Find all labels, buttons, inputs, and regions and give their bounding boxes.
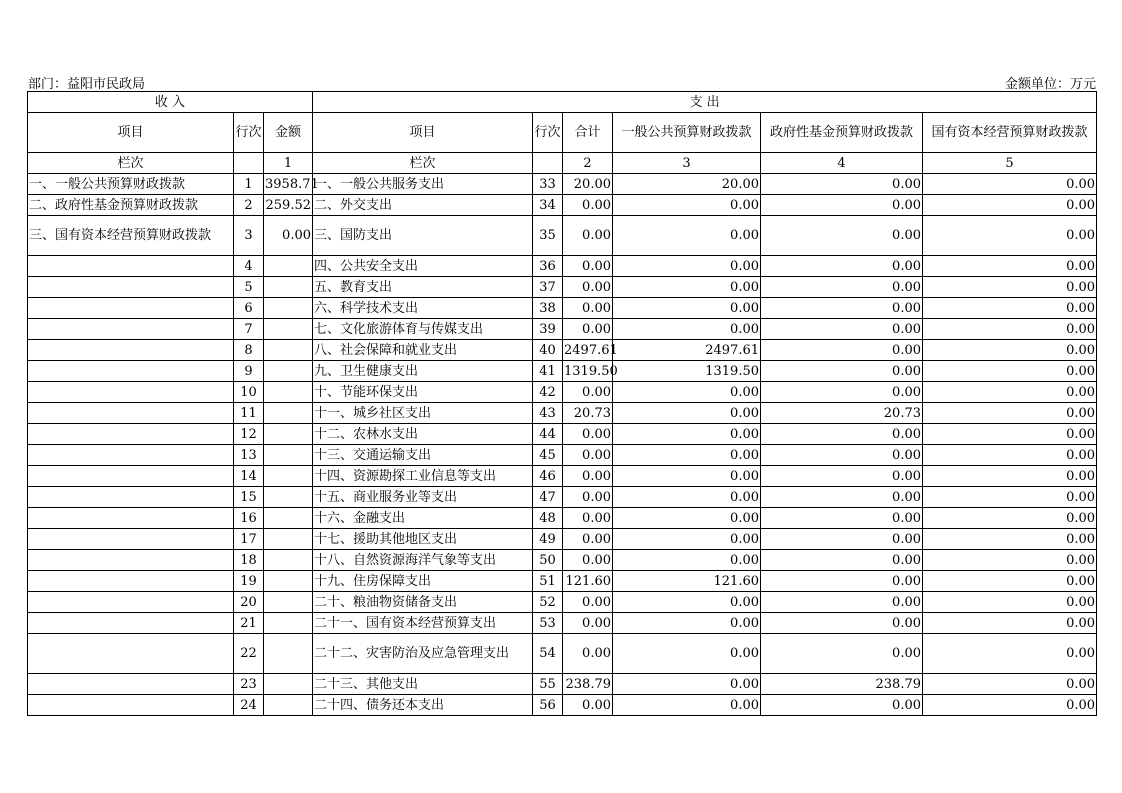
expense-row-no: 56 <box>533 695 563 716</box>
income-item <box>28 550 234 571</box>
fund-budget-amount: 0.00 <box>761 424 923 445</box>
header-income-amount: 金额 <box>264 113 313 153</box>
income-item <box>28 466 234 487</box>
general-budget-amount: 0.00 <box>613 695 761 716</box>
total-amount: 0.00 <box>563 592 613 613</box>
total-amount: 0.00 <box>563 319 613 340</box>
expense-item: 十四、资源勘探工业信息等支出 <box>313 466 533 487</box>
fund-budget-amount: 0.00 <box>761 361 923 382</box>
income-amount <box>264 508 313 529</box>
total-amount: 0.00 <box>563 445 613 466</box>
general-budget-amount: 0.00 <box>613 634 761 674</box>
header-soe-budget: 国有资本经营预算财政拨款 <box>923 113 1097 153</box>
income-row-no: 12 <box>234 424 264 445</box>
table-row <box>28 256 1097 277</box>
income-item <box>28 634 234 674</box>
expense-item: 六、科学技术支出 <box>313 298 533 319</box>
expense-item: 五、教育支出 <box>313 277 533 298</box>
header-fund-budget: 政府性基金预算财政拨款 <box>761 113 923 153</box>
expense-item: 二十四、债务还本支出 <box>313 695 533 716</box>
group-header-row <box>28 92 1097 113</box>
general-budget-amount: 0.00 <box>613 382 761 403</box>
budget-table <box>27 91 1097 716</box>
expense-item: 二十三、其他支出 <box>313 674 533 695</box>
fund-budget-amount: 0.00 <box>761 695 923 716</box>
expense-item: 二十一、国有资本经营预算支出 <box>313 613 533 634</box>
soe-budget-amount: 0.00 <box>923 361 1097 382</box>
income-item <box>28 613 234 634</box>
total-amount: 0.00 <box>563 487 613 508</box>
total-amount: 0.00 <box>563 634 613 674</box>
index-empty <box>234 153 264 174</box>
income-amount <box>264 571 313 592</box>
fund-budget-amount: 0.00 <box>761 319 923 340</box>
total-amount: 0.00 <box>563 195 613 216</box>
expense-row-no: 37 <box>533 277 563 298</box>
total-amount: 0.00 <box>563 256 613 277</box>
fund-budget-amount: 0.00 <box>761 277 923 298</box>
expense-item: 十九、住房保障支出 <box>313 571 533 592</box>
income-row-no: 19 <box>234 571 264 592</box>
soe-budget-amount: 0.00 <box>923 340 1097 361</box>
total-amount: 0.00 <box>563 695 613 716</box>
income-row-no: 24 <box>234 695 264 716</box>
unit-label: 金额单位：万元 <box>1004 77 1096 92</box>
fund-budget-amount: 238.79 <box>761 674 923 695</box>
soe-budget-amount: 0.00 <box>923 529 1097 550</box>
income-row-no: 22 <box>234 634 264 674</box>
soe-budget-amount: 0.00 <box>923 674 1097 695</box>
expense-row-no: 38 <box>533 298 563 319</box>
general-budget-amount: 0.00 <box>613 256 761 277</box>
table-row <box>28 508 1097 529</box>
expense-row-no: 44 <box>533 424 563 445</box>
fund-budget-amount: 0.00 <box>761 508 923 529</box>
total-amount: 20.73 <box>563 403 613 424</box>
table-row <box>28 174 1097 195</box>
fund-budget-amount: 0.00 <box>761 571 923 592</box>
total-amount: 0.00 <box>563 277 613 298</box>
index-empty-2 <box>533 153 563 174</box>
general-budget-amount: 20.00 <box>613 174 761 195</box>
header-expense-item: 项目 <box>313 113 533 153</box>
income-item <box>28 674 234 695</box>
table-row <box>28 674 1097 695</box>
income-item: 三、国有资本经营预算财政拨款 <box>28 216 234 256</box>
income-amount <box>264 445 313 466</box>
income-amount: 0.00 <box>264 216 313 256</box>
fund-budget-amount: 0.00 <box>761 550 923 571</box>
header-general-budget: 一般公共预算财政拨款 <box>613 113 761 153</box>
table-row <box>28 340 1097 361</box>
column-index-row <box>28 153 1097 174</box>
total-amount: 20.00 <box>563 174 613 195</box>
expense-row-no: 51 <box>533 571 563 592</box>
table-row <box>28 403 1097 424</box>
income-item <box>28 571 234 592</box>
expense-item: 三、国防支出 <box>313 216 533 256</box>
income-row-no: 20 <box>234 592 264 613</box>
total-amount: 0.00 <box>563 424 613 445</box>
expense-item: 十七、援助其他地区支出 <box>313 529 533 550</box>
general-budget-amount: 0.00 <box>613 674 761 695</box>
table-row <box>28 592 1097 613</box>
income-row-no: 10 <box>234 382 264 403</box>
expense-item: 八、社会保障和就业支出 <box>313 340 533 361</box>
soe-budget-amount: 0.00 <box>923 571 1097 592</box>
expense-item: 一、一般公共服务支出 <box>313 174 533 195</box>
income-item <box>28 424 234 445</box>
expense-item: 十、节能环保支出 <box>313 382 533 403</box>
expense-item: 四、公共安全支出 <box>313 256 533 277</box>
index-general: 3 <box>613 153 761 174</box>
soe-budget-amount: 0.00 <box>923 466 1097 487</box>
general-budget-amount: 121.60 <box>613 571 761 592</box>
header-income-row-no: 行次 <box>234 113 264 153</box>
fund-budget-amount: 0.00 <box>761 298 923 319</box>
fund-budget-amount: 0.00 <box>761 487 923 508</box>
table-row <box>28 382 1097 403</box>
header-expense-row-no: 行次 <box>533 113 563 153</box>
income-item <box>28 529 234 550</box>
expense-row-no: 35 <box>533 216 563 256</box>
table-row <box>28 298 1097 319</box>
income-amount: 259.52 <box>264 195 313 216</box>
income-row-no: 9 <box>234 361 264 382</box>
income-amount <box>264 466 313 487</box>
income-amount <box>264 277 313 298</box>
total-amount: 238.79 <box>563 674 613 695</box>
income-item: 一、一般公共预算财政拨款 <box>28 174 234 195</box>
general-budget-amount: 0.00 <box>613 298 761 319</box>
income-amount <box>264 674 313 695</box>
income-item: 二、政府性基金预算财政拨款 <box>28 195 234 216</box>
income-amount <box>264 634 313 674</box>
income-row-no: 17 <box>234 529 264 550</box>
income-row-no: 6 <box>234 298 264 319</box>
income-amount <box>264 695 313 716</box>
total-amount: 0.00 <box>563 298 613 319</box>
table-row <box>28 319 1097 340</box>
income-row-no: 3 <box>234 216 264 256</box>
soe-budget-amount: 0.00 <box>923 174 1097 195</box>
fund-budget-amount: 0.00 <box>761 340 923 361</box>
expense-row-no: 54 <box>533 634 563 674</box>
fund-budget-amount: 0.00 <box>761 613 923 634</box>
fund-budget-amount: 0.00 <box>761 445 923 466</box>
total-amount: 0.00 <box>563 466 613 487</box>
expense-row-no: 53 <box>533 613 563 634</box>
expense-row-no: 36 <box>533 256 563 277</box>
income-amount <box>264 424 313 445</box>
table-row <box>28 466 1097 487</box>
table-row <box>28 634 1097 674</box>
expense-row-no: 52 <box>533 592 563 613</box>
table-row <box>28 361 1097 382</box>
table-row <box>28 613 1097 634</box>
general-budget-amount: 1319.50 <box>613 361 761 382</box>
income-item <box>28 382 234 403</box>
fund-budget-amount: 20.73 <box>761 403 923 424</box>
income-amount <box>264 361 313 382</box>
general-budget-amount: 0.00 <box>613 550 761 571</box>
soe-budget-amount: 0.00 <box>923 298 1097 319</box>
income-amount <box>264 256 313 277</box>
general-budget-amount: 0.00 <box>613 508 761 529</box>
fund-budget-amount: 0.00 <box>761 466 923 487</box>
income-item <box>28 340 234 361</box>
income-item <box>28 445 234 466</box>
fund-budget-amount: 0.00 <box>761 174 923 195</box>
department-label: 部门：益阳市民政局 <box>28 77 146 92</box>
soe-budget-amount: 0.00 <box>923 695 1097 716</box>
income-item <box>28 508 234 529</box>
table-row <box>28 571 1097 592</box>
soe-budget-amount: 0.00 <box>923 319 1097 340</box>
soe-budget-amount: 0.00 <box>923 256 1097 277</box>
expense-row-no: 40 <box>533 340 563 361</box>
total-amount: 0.00 <box>563 550 613 571</box>
fund-budget-amount: 0.00 <box>761 529 923 550</box>
table-row <box>28 277 1097 298</box>
income-row-no: 5 <box>234 277 264 298</box>
general-budget-amount: 0.00 <box>613 613 761 634</box>
income-item <box>28 319 234 340</box>
general-budget-amount: 0.00 <box>613 403 761 424</box>
expense-item: 十六、金融支出 <box>313 508 533 529</box>
table-row <box>28 695 1097 716</box>
expense-item: 十八、自然资源海洋气象等支出 <box>313 550 533 571</box>
soe-budget-amount: 0.00 <box>923 592 1097 613</box>
soe-budget-amount: 0.00 <box>923 508 1097 529</box>
total-amount: 1319.50 <box>563 361 613 382</box>
general-budget-amount: 0.00 <box>613 216 761 256</box>
income-amount <box>264 319 313 340</box>
soe-budget-amount: 0.00 <box>923 634 1097 674</box>
expense-row-no: 43 <box>533 403 563 424</box>
index-expense-label: 栏次 <box>313 153 533 174</box>
expense-row-no: 39 <box>533 319 563 340</box>
general-budget-amount: 0.00 <box>613 277 761 298</box>
expense-group-header: 支 出 <box>313 92 1097 113</box>
table-row <box>28 195 1097 216</box>
income-row-no: 15 <box>234 487 264 508</box>
income-amount <box>264 550 313 571</box>
general-budget-amount: 0.00 <box>613 445 761 466</box>
fund-budget-amount: 0.00 <box>761 634 923 674</box>
income-amount: 3958.71 <box>264 174 313 195</box>
soe-budget-amount: 0.00 <box>923 403 1097 424</box>
general-budget-amount: 0.00 <box>613 466 761 487</box>
expense-row-no: 34 <box>533 195 563 216</box>
income-item <box>28 361 234 382</box>
income-item <box>28 592 234 613</box>
header-income-item: 项目 <box>28 113 234 153</box>
table-row <box>28 445 1097 466</box>
income-amount <box>264 298 313 319</box>
column-header-row <box>28 113 1097 153</box>
total-amount: 0.00 <box>563 613 613 634</box>
soe-budget-amount: 0.00 <box>923 550 1097 571</box>
income-row-no: 23 <box>234 674 264 695</box>
income-item <box>28 277 234 298</box>
soe-budget-amount: 0.00 <box>923 424 1097 445</box>
table-row <box>28 550 1097 571</box>
soe-budget-amount: 0.00 <box>923 216 1097 256</box>
fund-budget-amount: 0.00 <box>761 382 923 403</box>
expense-row-no: 46 <box>533 466 563 487</box>
income-item <box>28 298 234 319</box>
soe-budget-amount: 0.00 <box>923 613 1097 634</box>
total-amount: 0.00 <box>563 382 613 403</box>
general-budget-amount: 0.00 <box>613 592 761 613</box>
income-amount <box>264 382 313 403</box>
income-item <box>28 695 234 716</box>
total-amount: 2497.61 <box>563 340 613 361</box>
total-amount: 121.60 <box>563 571 613 592</box>
expense-row-no: 55 <box>533 674 563 695</box>
expense-item: 二十、粮油物资储备支出 <box>313 592 533 613</box>
income-row-no: 8 <box>234 340 264 361</box>
index-soe: 5 <box>923 153 1097 174</box>
expense-item: 十二、农林水支出 <box>313 424 533 445</box>
expense-row-no: 49 <box>533 529 563 550</box>
soe-budget-amount: 0.00 <box>923 445 1097 466</box>
table-row <box>28 424 1097 445</box>
expense-item: 七、文化旅游体育与传媒支出 <box>313 319 533 340</box>
income-amount <box>264 592 313 613</box>
fund-budget-amount: 0.00 <box>761 216 923 256</box>
soe-budget-amount: 0.00 <box>923 195 1097 216</box>
expense-item: 十一、城乡社区支出 <box>313 403 533 424</box>
general-budget-amount: 0.00 <box>613 319 761 340</box>
income-amount <box>264 487 313 508</box>
general-budget-amount: 0.00 <box>613 529 761 550</box>
fund-budget-amount: 0.00 <box>761 195 923 216</box>
expense-row-no: 50 <box>533 550 563 571</box>
soe-budget-amount: 0.00 <box>923 382 1097 403</box>
income-item <box>28 256 234 277</box>
income-row-no: 1 <box>234 174 264 195</box>
income-row-no: 2 <box>234 195 264 216</box>
income-item <box>28 487 234 508</box>
table-row <box>28 529 1097 550</box>
total-amount: 0.00 <box>563 508 613 529</box>
general-budget-amount: 0.00 <box>613 424 761 445</box>
expense-row-no: 33 <box>533 174 563 195</box>
income-group-header: 收 入 <box>28 92 313 113</box>
expense-row-no: 41 <box>533 361 563 382</box>
income-row-no: 13 <box>234 445 264 466</box>
index-fund: 4 <box>761 153 923 174</box>
income-amount <box>264 529 313 550</box>
total-amount: 0.00 <box>563 529 613 550</box>
income-amount <box>264 403 313 424</box>
expense-item: 十五、商业服务业等支出 <box>313 487 533 508</box>
income-item <box>28 403 234 424</box>
expense-item: 二十二、灾害防治及应急管理支出 <box>313 634 533 674</box>
income-row-no: 21 <box>234 613 264 634</box>
expense-item: 九、卫生健康支出 <box>313 361 533 382</box>
expense-row-no: 48 <box>533 508 563 529</box>
table-row <box>28 216 1097 256</box>
income-amount <box>264 340 313 361</box>
soe-budget-amount: 0.00 <box>923 277 1097 298</box>
income-row-no: 16 <box>234 508 264 529</box>
expense-row-no: 45 <box>533 445 563 466</box>
table-row <box>28 487 1097 508</box>
income-amount <box>264 613 313 634</box>
fund-budget-amount: 0.00 <box>761 592 923 613</box>
soe-budget-amount: 0.00 <box>923 487 1097 508</box>
expense-row-no: 47 <box>533 487 563 508</box>
expense-item: 二、外交支出 <box>313 195 533 216</box>
income-row-no: 18 <box>234 550 264 571</box>
general-budget-amount: 2497.61 <box>613 340 761 361</box>
income-row-no: 7 <box>234 319 264 340</box>
income-row-no: 14 <box>234 466 264 487</box>
total-amount: 0.00 <box>563 216 613 256</box>
index-label: 栏次 <box>28 153 234 174</box>
fund-budget-amount: 0.00 <box>761 256 923 277</box>
income-row-no: 11 <box>234 403 264 424</box>
expense-row-no: 42 <box>533 382 563 403</box>
general-budget-amount: 0.00 <box>613 487 761 508</box>
index-amount: 1 <box>264 153 313 174</box>
expense-item: 十三、交通运输支出 <box>313 445 533 466</box>
index-total: 2 <box>563 153 613 174</box>
income-row-no: 4 <box>234 256 264 277</box>
general-budget-amount: 0.00 <box>613 195 761 216</box>
header-total: 合计 <box>563 113 613 153</box>
